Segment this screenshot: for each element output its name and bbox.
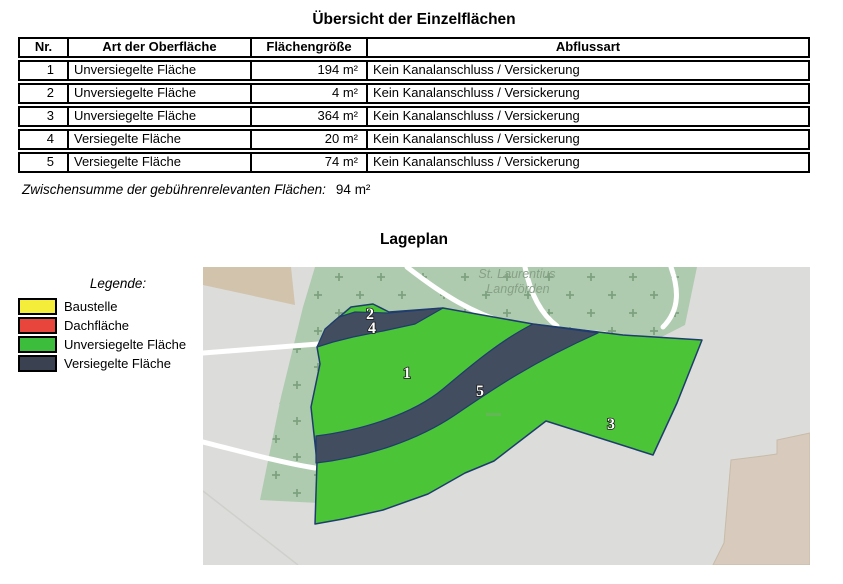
cell-art: Versiegelte Fläche (67, 154, 250, 171)
table-row (18, 129, 810, 150)
cell-art: Unversiegelte Fläche (67, 62, 250, 79)
area-label-1: 1 (403, 365, 411, 382)
legend-swatch-baustelle (18, 298, 57, 315)
cell-art: Unversiegelte Fläche (67, 85, 250, 102)
area-label-3: 3 (607, 416, 615, 433)
subtotal-line (22, 182, 370, 197)
place-label-line2: Langförden (486, 282, 550, 296)
page-title: Übersicht der Einzelflächen (312, 11, 516, 28)
col-header-nr: Nr. (34, 39, 53, 54)
col-header-art: Art der Oberfläche (67, 39, 250, 56)
cell-nr: 3 (46, 108, 54, 123)
legend-item-label: Unversiegelte Fläche (64, 337, 187, 352)
legend-item-label: Baustelle (64, 299, 118, 314)
table-row (18, 152, 810, 173)
col-header-groesse: Flächengröße (250, 39, 366, 56)
cell-abfluss: Kein Kanalanschluss / Versickerung (366, 154, 808, 171)
cell-groesse: 364 m² (250, 108, 366, 125)
table-header-row (18, 37, 810, 58)
cell-abfluss: Kein Kanalanschluss / Versickerung (366, 85, 808, 102)
legend-item (18, 335, 186, 354)
site-plan-map (203, 267, 810, 565)
place-label-line1: St. Laurentius (478, 267, 556, 281)
cell-nr: 5 (46, 154, 54, 169)
subtotal-value: 94 m² (335, 182, 371, 197)
legend-item (18, 354, 186, 373)
cell-art: Unversiegelte Fläche (67, 108, 250, 125)
cell-nr: 1 (46, 62, 54, 77)
cell-abfluss: Kein Kanalanschluss / Versickerung (366, 131, 808, 148)
map-legend (18, 297, 186, 373)
area-label-5: 5 (476, 383, 484, 400)
table-row (18, 60, 810, 81)
cell-groesse: 20 m² (250, 131, 366, 148)
legend-item-label: Versiegelte Fläche (64, 356, 171, 371)
legend-item (18, 297, 186, 316)
legend-title: Legende: (89, 276, 147, 291)
legend-item (18, 316, 186, 335)
map-section-title: Lageplan (379, 231, 449, 248)
table-row (18, 83, 810, 104)
legend-swatch-versiegelt (18, 355, 57, 372)
legend-item-label: Dachfläche (64, 318, 130, 333)
subtotal-label: Zwischensumme der gebührenrelevanten Flächen: (22, 182, 326, 197)
area-label-2: 2 (366, 306, 374, 323)
legend-swatch-unversiegelt (18, 336, 57, 353)
areas-table (18, 37, 810, 175)
cell-art: Versiegelte Fläche (67, 131, 250, 148)
legend-swatch-dachflaeche (18, 317, 57, 334)
cell-abfluss: Kein Kanalanschluss / Versickerung (366, 62, 808, 79)
cell-abfluss: Kein Kanalanschluss / Versickerung (366, 108, 808, 125)
cell-nr: 4 (46, 131, 54, 146)
col-header-abfluss: Abflussart (366, 39, 808, 56)
cell-groesse: 194 m² (250, 62, 366, 79)
table-row (18, 106, 810, 127)
faint-map-text (486, 413, 501, 416)
cell-nr: 2 (46, 85, 54, 100)
cell-groesse: 74 m² (250, 154, 366, 171)
cell-groesse: 4 m² (250, 85, 366, 102)
area-label-4: 4 (368, 320, 376, 337)
